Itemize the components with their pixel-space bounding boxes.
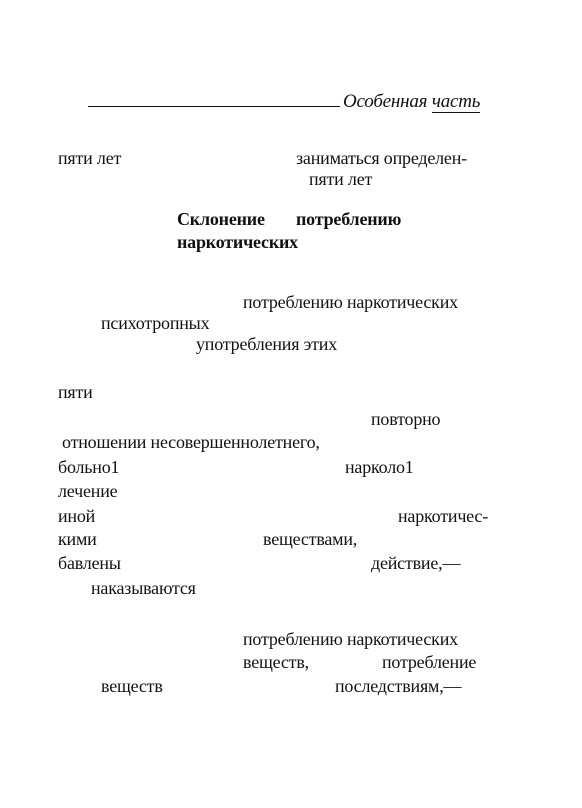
header-rule	[88, 106, 340, 107]
article-title: наркотических	[177, 232, 298, 252]
text-line: употребления этих	[196, 334, 338, 354]
text-line: веществ	[101, 676, 163, 696]
text-line: веществ,	[243, 652, 309, 672]
text-line: повторно	[371, 409, 441, 429]
text-line: потребление	[382, 652, 477, 672]
header-section: Особенная	[343, 91, 428, 112]
running-header	[343, 92, 480, 112]
text-line: потреблению наркотических	[243, 292, 458, 312]
text-line: последствиям,—	[335, 676, 462, 696]
text-line: веществами,	[263, 529, 358, 549]
text-line: наказываются	[91, 578, 196, 598]
text-line: лечение	[58, 481, 118, 501]
text-line: пяти лет	[58, 148, 122, 168]
article-title: потреблению	[296, 209, 402, 229]
text-line: пяти лет	[309, 169, 373, 189]
text-line: потреблению наркотических	[243, 629, 458, 649]
text-line: психотропных	[101, 313, 210, 333]
text-line: больно1	[58, 457, 120, 477]
text-line: пяти	[58, 382, 93, 402]
text-line: бавлены	[58, 553, 121, 573]
text-line: иной	[58, 506, 96, 526]
article-title: Склонение	[177, 209, 265, 229]
text-line: нарколо1	[345, 457, 414, 477]
text-line: заниматься определен-	[296, 148, 467, 168]
text-line: действие,—	[371, 553, 461, 573]
text-line: кими	[58, 529, 97, 549]
text-line: наркотичес-	[398, 506, 488, 526]
text-line: отношении несовершеннолетнего,	[62, 432, 320, 452]
header-part: часть	[431, 91, 481, 112]
